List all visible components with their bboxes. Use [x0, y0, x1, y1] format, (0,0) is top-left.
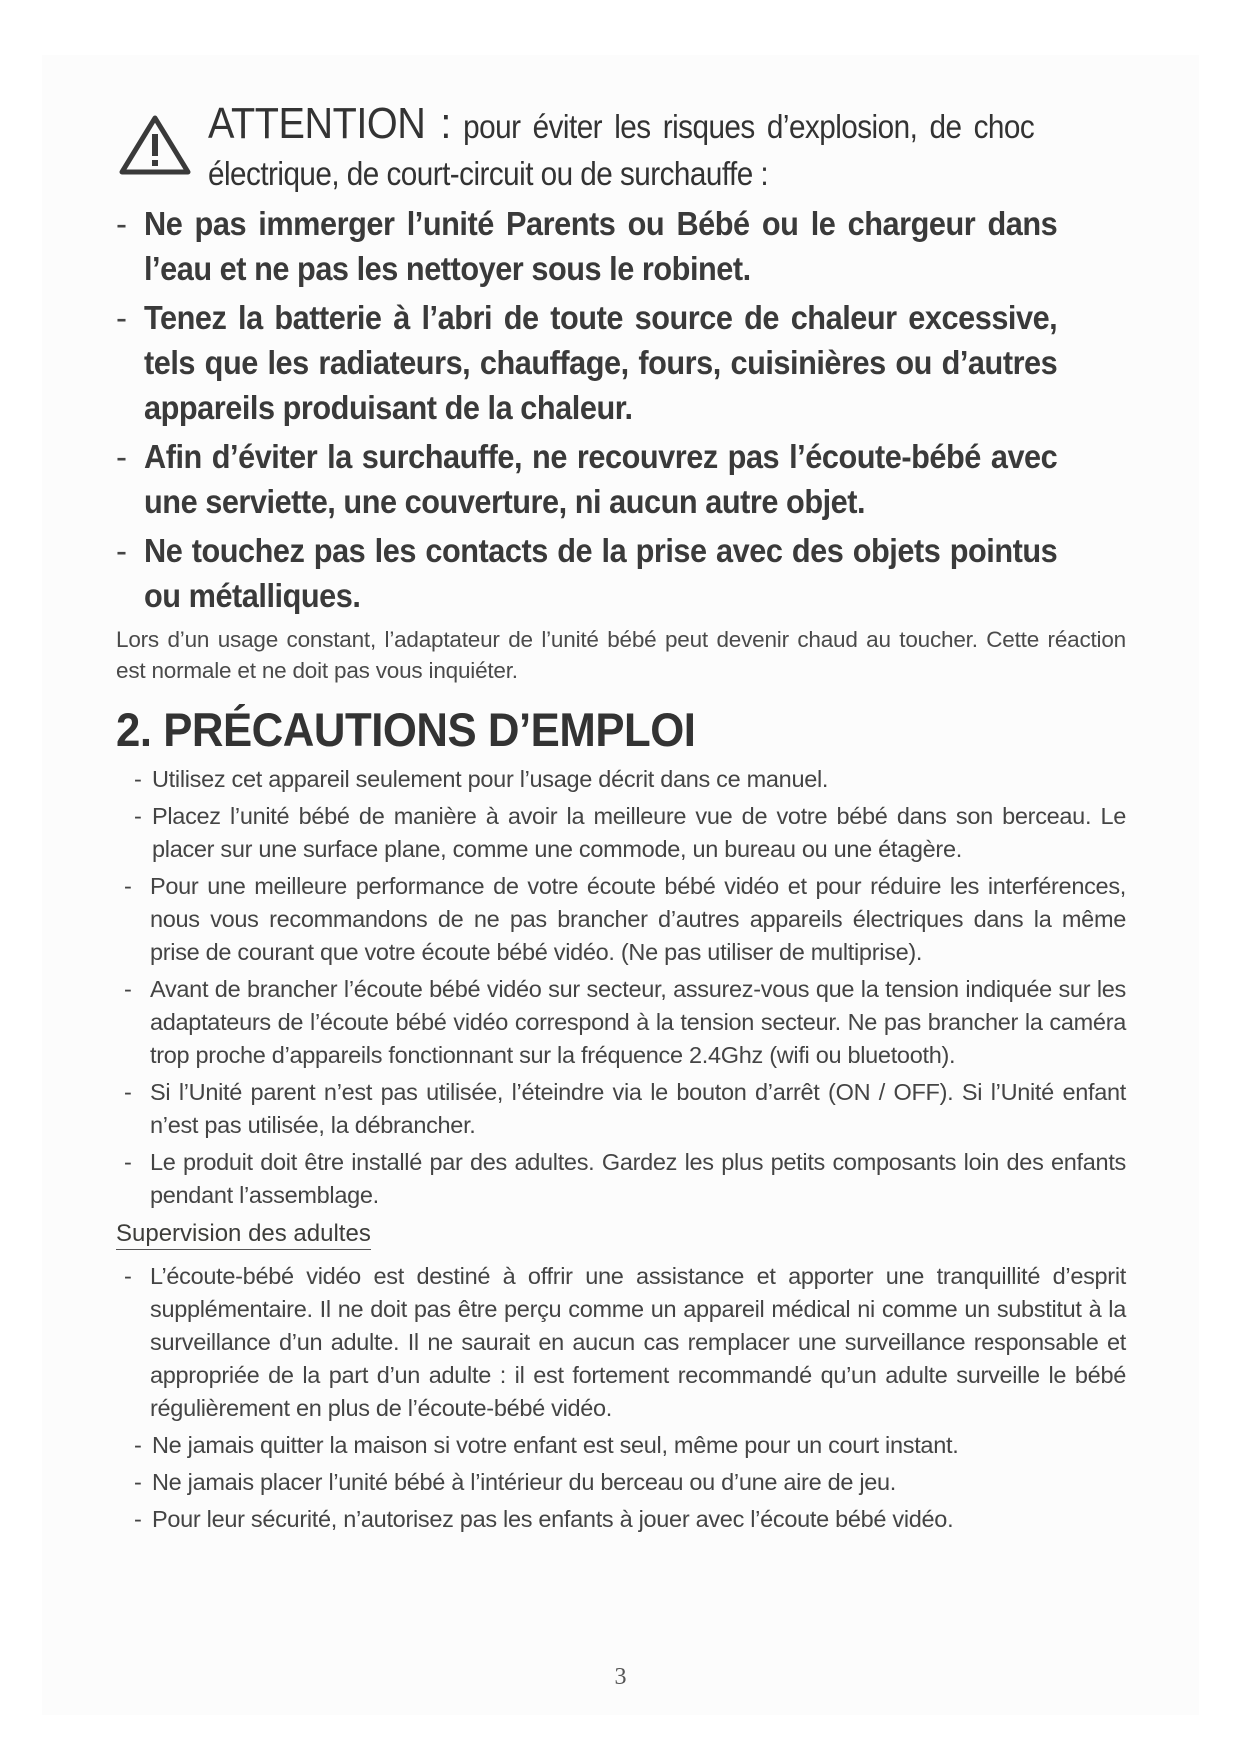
precaution-item: - Le produit doit être installé par des adultes. Gardez les plus petits composants loin des enfants pendant l’assemblage. — [124, 1146, 1126, 1212]
precaution-item: - Utilisez cet appareil seulement pour l’usage décrit dans ce manuel. — [134, 763, 1126, 796]
warning-text: Ne pas immerger l’unité Parents ou Bébé ou le chargeur dans l’eau et ne pas les nettoyer sous le robinet. — [144, 205, 1058, 287]
warning-triangle-icon — [118, 114, 192, 176]
section-title: 2. PRÉCAUTIONS D’EMPLOI — [116, 703, 696, 756]
precaution-text: Utilisez cet appareil seulement pour l’usage décrit dans ce manuel. — [152, 766, 829, 792]
attention-line2: électrique, de court-circuit ou de surchauffe : — [208, 155, 769, 192]
warning-item: - Tenez la batterie à l’abri de toute source de chaleur excessive, tels que les radiateurs, chauffage, fours, cuisinières ou d’autres appareils produisant de la chaleur. — [116, 295, 1126, 430]
supervision-list — [124, 1260, 1126, 1536]
precaution-item: - Placez l’unité bébé de manière à avoir la meilleure vue de votre bébé dans son berceau. Le placer sur une surface plane, comme une commode, un bureau ou une étagère. — [134, 800, 1126, 866]
precaution-item: - Avant de brancher l’écoute bébé vidéo sur secteur, assurez-vous que la tension indiquée sur les adaptateurs de l’écoute bébé vidéo correspond à la tension secteur. Ne pas brancher la caméra trop proche d’appareils fonctionnant sur la fréquence 2.4Ghz (wifi ou bluetooth). — [124, 973, 1126, 1072]
supervision-heading: Supervision des adultes — [116, 1220, 371, 1250]
attention-text — [208, 100, 1034, 197]
warning-text: Afin d’éviter la surchauffe, ne recouvrez pas l’écoute-bébé avec une serviette, une couverture, ni aucun autre objet. — [144, 438, 1058, 520]
precaution-text: Placez l’unité bébé de manière à avoir la meilleure vue de votre bébé dans son berceau. Le placer sur une surface plane, comme une commode, un bureau ou une étagère. — [152, 803, 1126, 862]
supervision-item: - L’écoute-bébé vidéo est destiné à offrir une assistance et apporter une tranquillité d’esprit supplémentaire. Il ne doit pas être perçu comme un appareil médical ni comme un substitut à la surveillance d’un adulte. Il ne saurait en aucun cas remplacer une surveillance responsable et appropriée de la part d’un adulte : il est fortement recommandé qu’un adulte surveille le bébé régulièrement en plus de l’écoute-bébé vidéo. — [124, 1260, 1126, 1425]
attention-block — [116, 100, 1126, 197]
warning-item: - Afin d’éviter la surchauffe, ne recouvrez pas l’écoute-bébé avec une serviette, une couverture, ni aucun autre objet. — [116, 434, 1126, 524]
precaution-text: Le produit doit être installé par des adultes. Gardez les plus petits composants loin des enfants pendant l’assemblage. — [150, 1149, 1126, 1208]
document-body — [116, 100, 1126, 1540]
precaution-item: - Pour une meilleure performance de votre écoute bébé vidéo et pour réduire les interférences, nous vous recommandons de ne pas brancher d’autres appareils électriques dans la même prise de courant que votre écoute bébé vidéo. (Ne pas utiliser de multiprise). — [124, 870, 1126, 969]
supervision-item: - Ne jamais placer l’unité bébé à l’intérieur du berceau ou d’une aire de jeu. — [134, 1466, 1126, 1499]
attention-line1: pour éviter les risques d’explosion, de choc — [463, 108, 1035, 145]
warning-text: Ne touchez pas les contacts de la prise avec des objets pointus ou métalliques. — [144, 532, 1058, 614]
supervision-text: Pour leur sécurité, n’autorisez pas les enfants à jouer avec l’écoute bébé vidéo. — [152, 1506, 954, 1532]
supervision-item: - Pour leur sécurité, n’autorisez pas les enfants à jouer avec l’écoute bébé vidéo. — [134, 1503, 1126, 1536]
precaution-text: Si l’Unité parent n’est pas utilisée, l’éteindre via le bouton d’arrêt (ON / OFF). Si l’Unité enfant n’est pas utilisée, la débrancher. — [150, 1079, 1126, 1138]
supervision-text: Ne jamais placer l’unité bébé à l’intérieur du berceau ou d’une aire de jeu. — [152, 1469, 897, 1495]
supervision-text: Ne jamais quitter la maison si votre enfant est seul, même pour un court instant. — [152, 1432, 959, 1458]
adapter-note: Lors d’un usage constant, l’adaptateur de l’unité bébé peut devenir chaud au toucher. Cette réaction est normale et ne doit pas vous inquiéter. — [116, 627, 1126, 683]
precaution-text: Avant de brancher l’écoute bébé vidéo sur secteur, assurez-vous que la tension indiquée sur les adaptateurs de l’écoute bébé vidéo correspond à la tension secteur. Ne pas brancher la caméra trop proche d’appareils fonctionnant sur la fréquence 2.4Ghz (wifi ou bluetooth). — [150, 976, 1126, 1068]
attention-title: ATTENTION : — [208, 99, 451, 148]
precaution-text: Pour une meilleure performance de votre écoute bébé vidéo et pour réduire les interférences, nous vous recommandons de ne pas brancher d’autres appareils électriques dans la même prise de courant que votre écoute bébé vidéo. (Ne pas utiliser de multiprise). — [150, 873, 1126, 965]
precaution-item: - Si l’Unité parent n’est pas utilisée, l’éteindre via le bouton d’arrêt (ON / OFF). Si l’Unité enfant n’est pas utilisée, la débrancher. — [124, 1076, 1126, 1142]
supervision-text: L’écoute-bébé vidéo est destiné à offrir une assistance et apporter une tranquillité d’esprit supplémentaire. Il ne doit pas être perçu comme un appareil médical ni comme un substitut à la surveillance d’un adulte. Il ne saurait en aucun cas remplacer une surveillance responsable et appropriée de la part d’un adulte : il est fortement recommandé qu’un adulte surveille le bébé régulièrement en plus de l’écoute-bébé vidéo. — [150, 1263, 1126, 1421]
page-number: 3 — [614, 1664, 627, 1690]
warning-item: - Ne pas immerger l’unité Parents ou Bébé ou le chargeur dans l’eau et ne pas les nettoyer sous le robinet. — [116, 201, 1126, 291]
warning-item: - Ne touchez pas les contacts de la prise avec des objets pointus ou métalliques. — [116, 528, 1126, 618]
supervision-item: - Ne jamais quitter la maison si votre enfant est seul, même pour un court instant. — [134, 1429, 1126, 1462]
warning-text: Tenez la batterie à l’abri de toute source de chaleur excessive, tels que les radiateurs, chauffage, fours, cuisinières ou d’autres appareils produisant de la chaleur. — [144, 299, 1058, 426]
attention-first-line — [208, 100, 1034, 150]
warning-list — [116, 201, 1126, 618]
precautions-list — [124, 763, 1126, 1212]
